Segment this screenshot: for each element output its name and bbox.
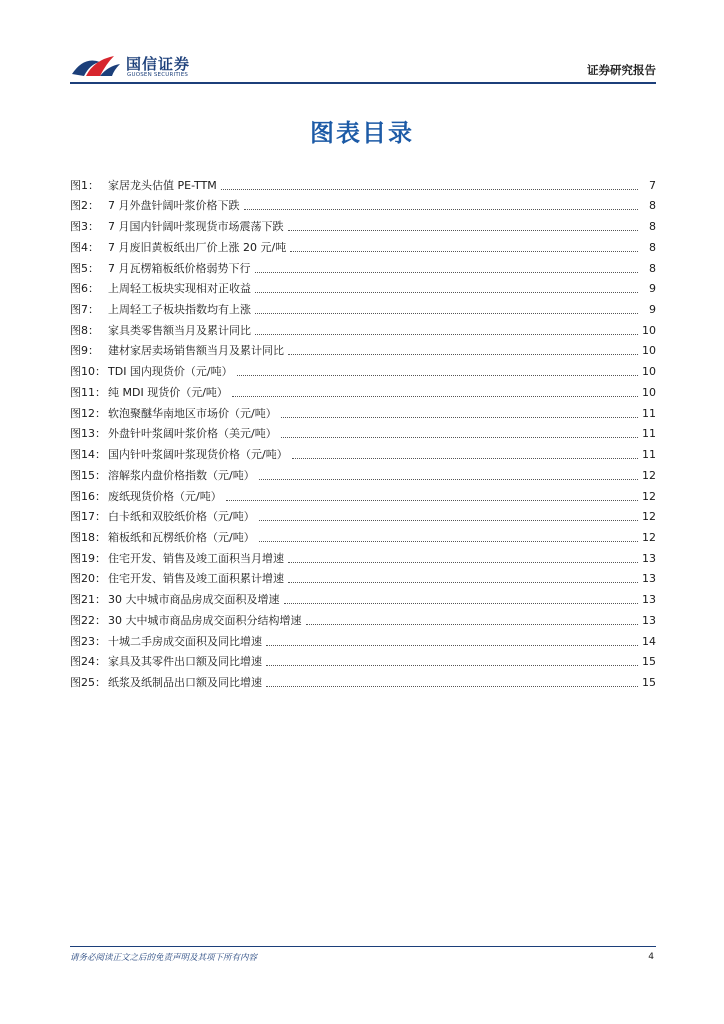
toc-entry-title: 箱板纸和瓦楞纸价格（元/吨） bbox=[108, 530, 255, 544]
toc-entry-label: 图4： bbox=[70, 240, 99, 254]
toc-leader-dots bbox=[255, 334, 638, 335]
toc-entry[interactable] bbox=[70, 566, 656, 587]
toc-leader-dots bbox=[288, 562, 638, 563]
logo-chinese-name: 国信证券 bbox=[126, 55, 191, 73]
toc-entry-title: 纸浆及纸制品出口额及同比增速 bbox=[108, 675, 262, 689]
page-header bbox=[70, 50, 656, 84]
toc-entry-page: 13 bbox=[642, 572, 656, 586]
toc-entry-label: 图15： bbox=[70, 468, 106, 482]
toc-entry-page: 13 bbox=[642, 593, 656, 607]
toc-entry-label: 图18： bbox=[70, 530, 106, 544]
toc-entry-page: 12 bbox=[642, 530, 656, 544]
toc-entry[interactable] bbox=[70, 276, 656, 297]
toc-entry[interactable] bbox=[70, 234, 656, 255]
toc-entry-page: 12 bbox=[642, 468, 656, 482]
toc-leader-dots bbox=[259, 541, 638, 542]
toc-entry-title: 建材家居卖场销售额当月及累计同比 bbox=[108, 344, 284, 358]
toc-entry-label: 图3： bbox=[70, 220, 99, 234]
guosen-logo bbox=[70, 50, 200, 84]
toc-leader-dots bbox=[284, 603, 639, 604]
toc-entry-page: 15 bbox=[642, 655, 656, 669]
toc-entry[interactable] bbox=[70, 255, 656, 276]
toc-entry-title: 家具及其零件出口额及同比增速 bbox=[108, 655, 262, 669]
toc-entry[interactable] bbox=[70, 586, 656, 607]
toc-leader-dots bbox=[255, 313, 638, 314]
toc-entry-label: 图7： bbox=[70, 303, 99, 317]
toc-entry-page: 11 bbox=[642, 406, 656, 420]
toc-entry-page: 8 bbox=[649, 261, 656, 275]
toc-entry-title: 7 月外盘针阔叶浆价格下跌 bbox=[108, 199, 240, 213]
toc-entry[interactable] bbox=[70, 172, 656, 193]
toc-entry-label: 图1： bbox=[70, 178, 99, 192]
toc-entry-page: 7 bbox=[649, 178, 656, 192]
toc-entry-page: 11 bbox=[642, 448, 656, 462]
toc-entry-page: 11 bbox=[642, 427, 656, 441]
toc-entry[interactable] bbox=[70, 400, 656, 421]
toc-entry-title: 住宅开发、销售及竣工面积当月增速 bbox=[108, 551, 284, 565]
toc-entry-page: 8 bbox=[649, 220, 656, 234]
toc-entry-label: 图19： bbox=[70, 551, 106, 565]
toc-entry-label: 图20： bbox=[70, 572, 106, 586]
toc-entry-title: 国内针叶浆阔叶浆现货价格（元/吨） bbox=[108, 448, 288, 462]
toc-entry-label: 图9： bbox=[70, 344, 99, 358]
toc-entry-page: 12 bbox=[642, 510, 656, 524]
toc-entry-page: 10 bbox=[642, 365, 656, 379]
toc-leader-dots bbox=[255, 272, 639, 273]
toc-entry-page: 10 bbox=[642, 385, 656, 399]
toc-entry-label: 图12： bbox=[70, 406, 106, 420]
logo-english-name: GUOSEN SECURITIES bbox=[127, 72, 189, 78]
toc-entry-title: 白卡纸和双胶纸价格（元/吨） bbox=[108, 510, 255, 524]
toc-entry-page: 10 bbox=[642, 344, 656, 358]
toc-entry-label: 图17： bbox=[70, 510, 106, 524]
report-type-label: 证券研究报告 bbox=[587, 63, 656, 77]
toc-entry[interactable] bbox=[70, 545, 656, 566]
toc-entry[interactable] bbox=[70, 379, 656, 400]
toc-entry-label: 图10： bbox=[70, 365, 106, 379]
toc-entry-label: 图24： bbox=[70, 655, 106, 669]
toc-leader-dots bbox=[259, 479, 638, 480]
toc-entry[interactable] bbox=[70, 649, 656, 670]
toc-entry-title: 上周轻工子板块指数均有上涨 bbox=[108, 303, 251, 317]
toc-entry-title: 上周轻工板块实现相对正收益 bbox=[108, 282, 251, 296]
toc-leader-dots bbox=[306, 624, 639, 625]
toc-entry-title: 家具类零售额当月及累计同比 bbox=[108, 323, 251, 337]
toc-entry[interactable] bbox=[70, 607, 656, 628]
footer-divider bbox=[70, 946, 656, 947]
toc-entry-page: 10 bbox=[642, 323, 656, 337]
toc-entry[interactable] bbox=[70, 213, 656, 234]
toc-leader-dots bbox=[244, 209, 639, 210]
toc-leader-dots bbox=[292, 458, 638, 459]
toc-leader-dots bbox=[266, 645, 638, 646]
toc-entry-label: 图14： bbox=[70, 448, 106, 462]
toc-entry[interactable] bbox=[70, 193, 656, 214]
toc-entry-title: 30 大中城市商品房成交面积分结构增速 bbox=[108, 613, 302, 627]
toc-entry[interactable] bbox=[70, 421, 656, 442]
toc-entry-page: 13 bbox=[642, 551, 656, 565]
toc-leader-dots bbox=[266, 665, 638, 666]
toc-entry-label: 图2： bbox=[70, 199, 99, 213]
toc-entry-label: 图23： bbox=[70, 634, 106, 648]
toc-leader-dots bbox=[259, 520, 638, 521]
footer-disclaimer: 请务必阅读正文之后的免责声明及其项下所有内容 bbox=[70, 953, 258, 963]
toc-entry-label: 图6： bbox=[70, 282, 99, 296]
toc-entry-page: 9 bbox=[649, 282, 656, 296]
toc-entry-title: 7 月国内针阔叶浆现货市场震荡下跌 bbox=[108, 220, 284, 234]
toc-entry-label: 图22： bbox=[70, 613, 106, 627]
toc-entry-title: 家居龙头估值 PE-TTM bbox=[108, 178, 217, 192]
toc-entry-title: 软泡聚醚华南地区市场价（元/吨） bbox=[108, 406, 277, 420]
toc-entry[interactable] bbox=[70, 358, 656, 379]
toc-entry[interactable] bbox=[70, 317, 656, 338]
toc-entry[interactable] bbox=[70, 462, 656, 483]
toc-entry-page: 8 bbox=[649, 199, 656, 213]
toc-entry-page: 9 bbox=[649, 303, 656, 317]
toc-leader-dots bbox=[288, 582, 638, 583]
toc-entry[interactable] bbox=[70, 669, 656, 690]
toc-entry-title: 7 月废旧黄板纸出厂价上涨 20 元/吨 bbox=[108, 240, 287, 254]
toc-entry-page: 12 bbox=[642, 489, 656, 503]
toc-entry-title: 溶解浆内盘价格指数（元/吨） bbox=[108, 468, 255, 482]
figure-toc-list bbox=[70, 172, 656, 690]
toc-entry[interactable] bbox=[70, 524, 656, 545]
toc-leader-dots bbox=[281, 417, 638, 418]
toc-entry-title: 纯 MDI 现货价（元/吨） bbox=[108, 385, 228, 399]
toc-entry-label: 图5： bbox=[70, 261, 99, 275]
toc-entry[interactable] bbox=[70, 338, 656, 359]
toc-entry-label: 图21： bbox=[70, 593, 106, 607]
toc-entry-page: 13 bbox=[642, 613, 656, 627]
toc-entry-label: 图11： bbox=[70, 385, 106, 399]
page-title: 图表目录 bbox=[310, 119, 414, 147]
toc-leader-dots bbox=[290, 251, 638, 252]
toc-entry-page: 15 bbox=[642, 675, 656, 689]
toc-entry-label: 图8： bbox=[70, 323, 99, 337]
toc-leader-dots bbox=[221, 189, 638, 190]
toc-entry-title: 住宅开发、销售及竣工面积累计增速 bbox=[108, 572, 284, 586]
toc-entry-title: 废纸现货价格（元/吨） bbox=[108, 489, 222, 503]
toc-leader-dots bbox=[288, 230, 639, 231]
toc-entry-title: TDI 国内现货价（元/吨） bbox=[108, 365, 233, 379]
header-divider bbox=[70, 82, 656, 84]
guosen-logo-icon bbox=[70, 52, 122, 80]
toc-entry[interactable] bbox=[70, 504, 656, 525]
toc-leader-dots bbox=[288, 354, 638, 355]
footer-page-number: 4 bbox=[648, 952, 654, 962]
toc-entry-title: 外盘针叶浆阔叶浆价格（美元/吨） bbox=[108, 427, 277, 441]
toc-entry-title: 30 大中城市商品房成交面积及增速 bbox=[108, 593, 280, 607]
toc-leader-dots bbox=[266, 686, 638, 687]
toc-entry-label: 图25： bbox=[70, 675, 106, 689]
toc-entry-label: 图16： bbox=[70, 489, 106, 503]
toc-leader-dots bbox=[255, 292, 638, 293]
toc-entry-page: 14 bbox=[642, 634, 656, 648]
toc-entry-title: 7 月瓦楞箱板纸价格弱势下行 bbox=[108, 261, 251, 275]
toc-leader-dots bbox=[237, 375, 638, 376]
toc-leader-dots bbox=[232, 396, 638, 397]
toc-entry-page: 8 bbox=[649, 240, 656, 254]
toc-leader-dots bbox=[281, 437, 638, 438]
toc-entry[interactable] bbox=[70, 483, 656, 504]
toc-entry-label: 图13： bbox=[70, 427, 106, 441]
toc-entry[interactable] bbox=[70, 628, 656, 649]
toc-entry-title: 十城二手房成交面积及同比增速 bbox=[108, 634, 262, 648]
toc-entry[interactable] bbox=[70, 441, 656, 462]
toc-entry[interactable] bbox=[70, 296, 656, 317]
toc-leader-dots bbox=[226, 500, 638, 501]
